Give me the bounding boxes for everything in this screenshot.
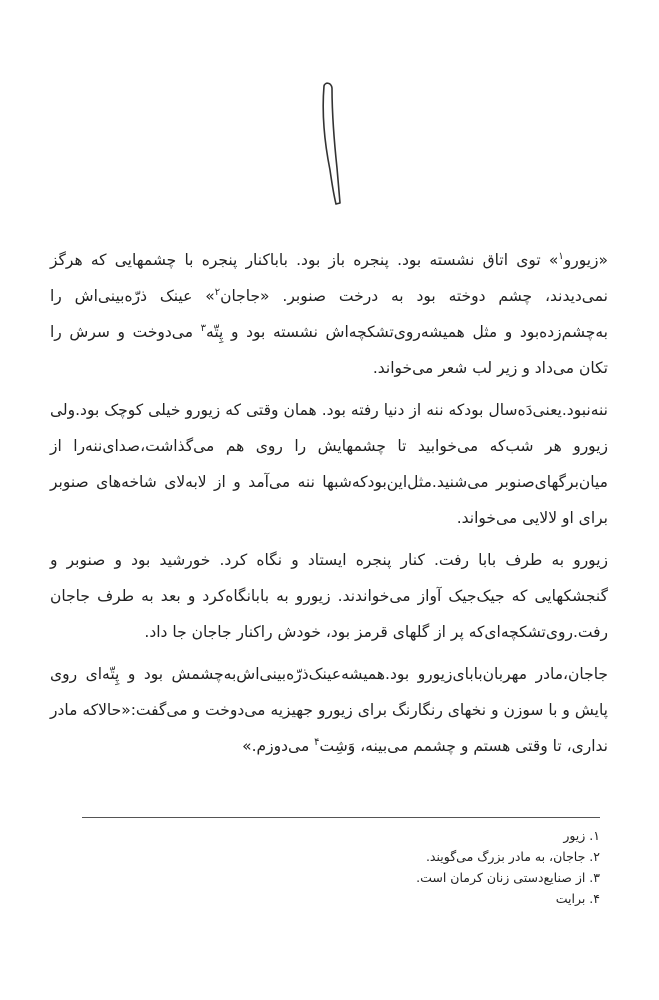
footnote-divider <box>82 817 600 818</box>
footnote-ref-1: ۱ <box>558 251 564 262</box>
paragraph-1 <box>50 242 608 386</box>
chapter-number <box>0 80 659 220</box>
footnote-3: ۳. از صنایع‌دستی زنان کرمان است. <box>416 870 600 885</box>
paragraph-1-text-a: «زیورو <box>563 251 608 269</box>
footnotes <box>82 825 600 909</box>
paragraph-3-text: زیورو به طرف بابا رفت. کنار پنجره ایستاد و نگاه کرد. خورشید بود و صنوبر و گنجشکهایی که جیک‌جیک آواز می‌خواندند. زیورو به بابانگاه‌کرد و بعد به طرف جاجان رفت.روی‌تشکچه‌ای‌که پر از گلهای قرمز بود، خودش راکنار جاجان جا داد. <box>50 551 608 641</box>
paragraph-4-text-b: می‌دوزم.» <box>242 737 315 755</box>
footnote-ref-2: ۲ <box>214 287 221 298</box>
paragraph-2 <box>50 392 608 536</box>
body-text <box>50 242 608 770</box>
paragraph-1-text-b: » توی اتاق نشسته بود. پنجره باز بود. باباکنار پنجره با چشمهایی که هرگز نمی‌دیدند، چشم دوخته بود به درخت صنوبر. «جاجان <box>50 251 608 305</box>
footnote-ref-3: ۳ <box>200 323 207 334</box>
paragraph-2-text: ننه‌نبود.یعنی‌دَه‌سال بودکه ننه از دنیا رفته بود. همان وقتی که زیورو خیلی کوچک بود.ولی زیورو هر شب‌که می‌خوابید تا چشمهایش را روی هم می‌گذاشت،صدای‌ننه‌را از میان‌برگهای‌صنوبر می‌شنید.مثل‌این‌بودکه‌شبها ننه می‌آمد و از لابه‌لای شاخه‌های صنوبر برای او لالایی می‌خواند. <box>50 401 608 527</box>
paragraph-4-text-a: جاجان،مادر مهربان‌بابای‌زیورو بود.همیشه‌عینک‌ذرّه‌بینی‌اش‌به‌چشمش بود و پِتّه‌ای روی پایش و با سوزن و نخهای رنگارنگ برای زیورو جهیزیه می‌دوخت و می‌گفت:«حالا‌که مادر نداری، تا وقتی هستم و چشمم می‌بینه، وَشِت <box>50 665 608 755</box>
footnote-ref-4: ۴ <box>314 737 320 748</box>
footnote-2: ۲. جاجان، به مادر بزرگ می‌گویند. <box>425 849 600 864</box>
footnote-1: ۱. زیور <box>563 828 600 843</box>
paragraph-4 <box>50 656 608 764</box>
footnote-4: ۴. برایت <box>555 891 600 906</box>
paragraph-1-text-d: می‌دوخت و سرش را تکان می‌داد و زیر لب شعر می‌خواند. <box>50 323 608 377</box>
chapter-numeral-glyph <box>310 80 350 210</box>
paragraph-3 <box>50 542 608 650</box>
paragraph-1-text-c: » عینک ذرّه‌بینی‌اش را به‌چشم‌زده‌بود و مثل همیشه‌روی‌تشکچه‌اش نشسته بود و پِتّه <box>50 287 608 341</box>
